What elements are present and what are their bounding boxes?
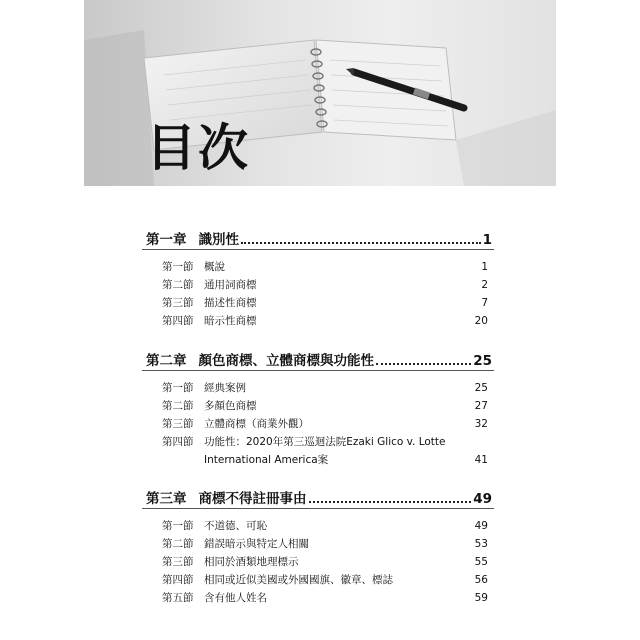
section-title: 錯誤暗示與特定人相關 [204, 538, 309, 550]
chapter-number: 第二章 [146, 353, 187, 369]
section-page: 32 [474, 418, 488, 430]
section-list [162, 517, 488, 607]
section-entry[interactable] [162, 433, 488, 469]
section-list [162, 258, 488, 330]
chapter-heading[interactable] [142, 485, 494, 509]
section-title: 描述性商標 [204, 297, 257, 309]
chapter-heading[interactable] [142, 347, 494, 371]
section-page: 1 [481, 261, 488, 273]
chapter-title: 商標不得註冊事由 [198, 491, 307, 507]
section-number: 第二節 [162, 279, 194, 291]
section-page: 25 [474, 382, 488, 394]
section-entry[interactable] [162, 258, 488, 276]
section-page: 41 [474, 454, 488, 466]
section-number: 第三節 [162, 297, 194, 309]
section-number: 第一節 [162, 520, 194, 532]
section-title: 經典案例 [204, 382, 246, 394]
section-entry[interactable] [162, 312, 488, 330]
section-title: 含有他人姓名 [204, 592, 267, 604]
chapter-page: 49 [473, 491, 492, 507]
section-title: 相同於酒類地理標示 [204, 556, 299, 568]
section-number: 第二節 [162, 538, 194, 550]
section-title: 通用詞商標 [204, 279, 257, 291]
table-of-contents [142, 226, 494, 607]
section-page: 53 [474, 538, 488, 550]
section-title: 多顏色商標 [204, 400, 257, 412]
section-page: 49 [474, 520, 488, 532]
section-title: 功能性：2020年第三巡迴法院Ezaki Glico v. Lotte International America案 [204, 436, 446, 466]
section-number: 第四節 [162, 574, 194, 586]
section-number: 第四節 [162, 436, 194, 448]
section-entry[interactable] [162, 535, 488, 553]
section-entry[interactable] [162, 415, 488, 433]
section-number: 第一節 [162, 261, 194, 273]
spacer [142, 330, 494, 347]
section-entry[interactable] [162, 571, 488, 589]
section-title: 不道德、可恥 [204, 520, 267, 532]
section-entry[interactable] [162, 553, 488, 571]
chapter-title: 顏色商標、立體商標與功能性 [198, 353, 374, 369]
section-number: 第三節 [162, 556, 194, 568]
section-page: 55 [474, 556, 488, 568]
section-entry[interactable] [162, 517, 488, 535]
section-entry[interactable] [162, 589, 488, 607]
header-banner [84, 0, 556, 186]
section-title: 概說 [204, 261, 225, 273]
chapter-title: 識別性 [198, 232, 239, 248]
section-number: 第二節 [162, 400, 194, 412]
page-title: 目次 [146, 118, 250, 177]
section-page: 59 [474, 592, 488, 604]
section-page: 20 [474, 315, 488, 327]
section-page: 7 [481, 297, 488, 309]
chapter-number: 第一章 [146, 232, 187, 248]
section-entry[interactable] [162, 397, 488, 415]
section-number: 第一節 [162, 382, 194, 394]
section-number: 第五節 [162, 592, 194, 604]
section-title: 暗示性商標 [204, 315, 257, 327]
section-number: 第四節 [162, 315, 194, 327]
chapter-number: 第三章 [146, 491, 187, 507]
section-entry[interactable] [162, 294, 488, 312]
section-title: 相同或近似美國或外國國旗、徽章、標誌 [204, 574, 393, 586]
dot-leader [376, 363, 471, 365]
dot-leader [309, 501, 472, 503]
dot-leader [241, 242, 481, 244]
chapter-page: 25 [473, 353, 492, 369]
section-entry[interactable] [162, 276, 488, 294]
chapter-page: 1 [482, 232, 492, 248]
section-page: 2 [481, 279, 488, 291]
section-number: 第三節 [162, 418, 194, 430]
section-list [162, 379, 488, 469]
section-title: 立體商標（商業外觀） [204, 418, 309, 430]
section-page: 27 [474, 400, 488, 412]
spacer [142, 469, 494, 485]
chapter-heading[interactable] [142, 226, 494, 250]
section-entry[interactable] [162, 379, 488, 397]
section-page: 56 [474, 574, 488, 586]
